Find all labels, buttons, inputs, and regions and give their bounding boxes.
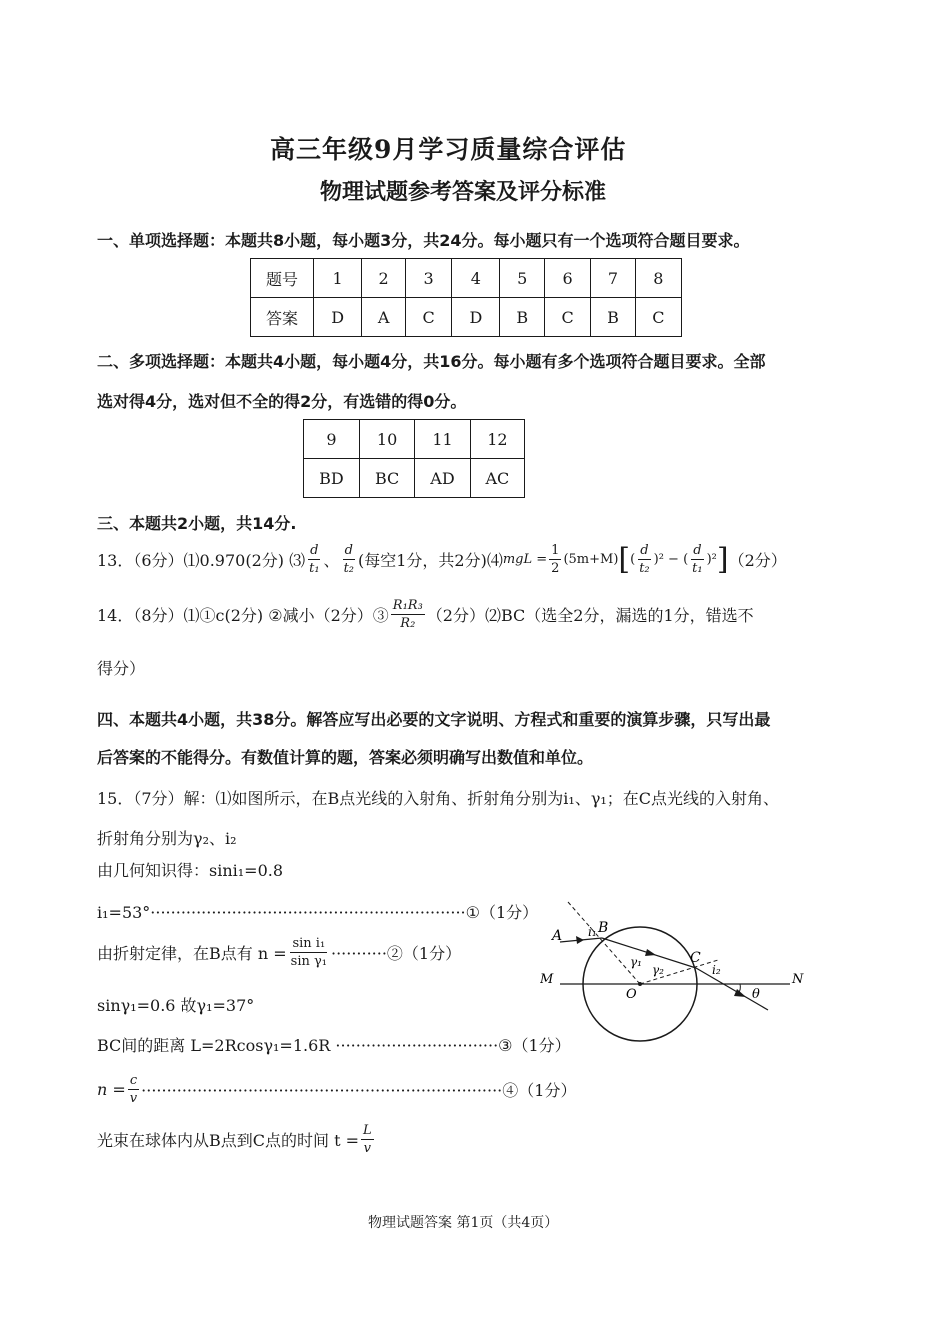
label-i2: i₂ — [712, 963, 721, 977]
refraction-diagram — [540, 898, 810, 1048]
table-cell: 3 — [406, 259, 452, 298]
table-cell: AD — [415, 459, 471, 498]
section2-heading-line1: 二、多项选择题：本题共4小题，每小题4分，共16分。每小题有多个选项符合题目要求。全部 — [97, 352, 766, 371]
fraction-numerator: d — [640, 543, 649, 558]
label-a: A — [552, 928, 563, 944]
arrow-icon — [645, 949, 656, 956]
fraction-denominator: t₁ — [309, 561, 320, 576]
label-c: C — [690, 950, 701, 966]
table-cell: D — [452, 298, 500, 337]
section1-heading: 一、单项选择题：本题共8小题，每小题3分，共24分。每小题只有一个选项符合题目要求。 — [97, 231, 750, 250]
fraction-denominator: t₂ — [639, 561, 650, 576]
q15-line4: i₁=53°······························································①（1分） — [97, 903, 539, 922]
fraction-numerator: sin i₁ — [292, 936, 326, 951]
q14-answer — [97, 597, 754, 632]
fraction-denominator: R₂ — [400, 616, 416, 631]
q15-line5-fraction — [289, 935, 329, 970]
q13-mid: (每空1分，共2分)⑷ — [358, 551, 503, 570]
fraction-numerator: d — [344, 543, 353, 558]
table-cell: 2 — [362, 259, 406, 298]
table-row — [251, 298, 682, 337]
normal-line-b — [568, 902, 640, 984]
fraction-denominator: v — [363, 1141, 372, 1156]
table-row — [304, 420, 525, 459]
fraction-numerator: R₁R₃ — [392, 598, 423, 613]
table-cell: 6 — [545, 259, 591, 298]
q13-minus: )² − ( — [653, 552, 689, 567]
q15-line5 — [97, 935, 461, 970]
page-footer: 物理试题答案 第1页（共4页） — [368, 1215, 559, 1231]
fraction-denominator: t₂ — [343, 561, 354, 576]
page-subtitle: 物理试题参考答案及评分标准 — [320, 179, 607, 205]
table-cell: 12 — [470, 420, 524, 459]
table-cell: C — [545, 298, 591, 337]
q15-line5-suffix: ···········②（1分） — [330, 944, 462, 963]
table-cell: 8 — [635, 259, 681, 298]
q15-line8-prefix: n = — [97, 1080, 126, 1099]
table-cell: A — [362, 298, 406, 337]
section4-heading-line1: 四、本题共4小题，共38分。解答应写出必要的文字说明、方程式和重要的演算步骤，只写出最 — [97, 710, 771, 729]
q15-line3: 由几何知识得：sini₁=0.8 — [97, 861, 284, 880]
q15-line1: 15．（7分）解：⑴如图所示，在B点光线的入射角、折射角分别为i₁、γ₁；在C点光线的入射角、 — [97, 789, 780, 808]
fraction-numerator: L — [363, 1123, 372, 1138]
fraction-numerator: d — [693, 543, 702, 558]
label-i1: i₁ — [588, 925, 597, 939]
section2-heading-line2: 选对得4分，选对但不全的得2分，有选错的得0分。 — [97, 392, 467, 411]
close-paren-squared: )² — [706, 552, 717, 567]
q13-prefix: 13．（6分）⑴0.970(2分) ⑶ — [97, 551, 306, 570]
q13-half-fraction — [549, 542, 561, 577]
fraction-numerator: d — [310, 543, 319, 558]
label-m: M — [540, 972, 554, 987]
section2-answer-table — [303, 419, 525, 498]
table-cell: BD — [304, 459, 360, 498]
table-cell: BC — [359, 459, 414, 498]
table-cell: 10 — [359, 420, 414, 459]
table-cell: B — [500, 298, 545, 337]
table-cell: D — [314, 298, 362, 337]
q14-prefix: 14．（8分）⑴①c(2分) ②减小（2分）③ — [97, 606, 389, 625]
q15-line9-prefix: 光束在球体内从B点到C点的时间 t = — [97, 1131, 360, 1150]
label-n: N — [792, 972, 804, 987]
label-theta: θ — [752, 987, 760, 1002]
q13-answer — [97, 542, 787, 577]
q13-fraction-1 — [307, 542, 321, 577]
q13-bracket-fraction-a — [637, 542, 651, 577]
fraction-denominator: 2 — [551, 561, 560, 576]
q15-line8-fraction — [128, 1072, 139, 1107]
table-row — [251, 259, 682, 298]
q14-suffix: （2分）⑵BC（选全2分，漏选的1分，错选不 — [426, 606, 754, 625]
open-paren: ( — [630, 552, 636, 567]
q15-line7: BC间的距离 L=2Rcosγ₁=1.6R ································③（1分） — [97, 1036, 571, 1055]
fraction-numerator: 1 — [551, 543, 560, 558]
q14-fraction — [391, 597, 425, 632]
right-bracket: ] — [716, 541, 729, 577]
q13-fraction-2 — [342, 542, 356, 577]
table-cell: C — [406, 298, 452, 337]
table-header-cell: 题号 — [251, 259, 314, 298]
table-cell: AC — [470, 459, 524, 498]
table-cell: 7 — [591, 259, 636, 298]
label-gamma2: γ₂ — [652, 963, 664, 977]
point-o — [638, 982, 642, 986]
section3-heading: 三、本题共2小题，共14分. — [97, 514, 297, 533]
q13-suffix: （2分） — [728, 551, 787, 570]
q13-separator: 、 — [323, 551, 340, 570]
table-cell: 11 — [415, 420, 471, 459]
q15-line9-fraction — [361, 1122, 374, 1157]
q13-formula-lhs: mgL = — [502, 552, 548, 567]
fraction-numerator: c — [129, 1073, 138, 1088]
q14-line2: 得分） — [97, 659, 146, 678]
section1-answer-table — [250, 258, 682, 337]
page-title: 高三年级9月学习质量综合评估 — [270, 135, 627, 164]
label-o: O — [626, 987, 637, 1002]
arrow-icon — [576, 936, 584, 944]
table-cell: 5 — [500, 259, 545, 298]
q15-line8 — [97, 1072, 576, 1107]
table-cell: C — [635, 298, 681, 337]
fraction-denominator: v — [129, 1091, 138, 1106]
left-bracket: [ — [618, 541, 631, 577]
table-header-cell: 答案 — [251, 298, 314, 337]
section4-heading-line2: 后答案的不能得分。有数值计算的题，答案必须明确写出数值和单位。 — [97, 748, 594, 767]
q15-line2: 折射角分别为γ₂、i₂ — [97, 829, 237, 848]
label-b: B — [598, 920, 609, 936]
table-row — [304, 459, 525, 498]
fraction-denominator: t₁ — [692, 561, 703, 576]
q15-line5-prefix: 由折射定律，在B点有 n = — [97, 944, 287, 963]
q15-line8-suffix: ·······································································④（1分） — [141, 1081, 577, 1100]
q13-bracket-fraction-b — [690, 542, 704, 577]
table-cell: 9 — [304, 420, 360, 459]
fraction-denominator: sin γ₁ — [290, 954, 327, 969]
table-cell: B — [591, 298, 636, 337]
table-cell: 4 — [452, 259, 500, 298]
table-cell: 1 — [314, 259, 362, 298]
q15-line9 — [97, 1122, 376, 1157]
label-gamma1: γ₁ — [630, 955, 642, 969]
q13-formula-mass: (5m+M) — [563, 552, 619, 567]
q15-line6: sinγ₁=0.6 故γ₁=37° — [97, 996, 255, 1015]
